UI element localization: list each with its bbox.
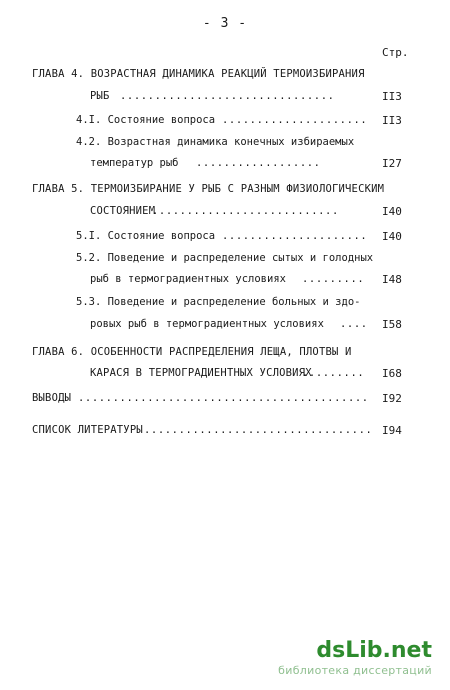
toc-chapter-4-title-cont: РЫБ [90, 90, 110, 102]
toc-dot-leader: ......... [302, 367, 365, 379]
toc-page-number: I92 [382, 392, 402, 405]
toc-dot-leader: ..................... [222, 230, 368, 242]
toc-page-number: I48 [382, 273, 402, 286]
toc-page-number: II3 [382, 114, 402, 127]
toc-page-number: I68 [382, 367, 402, 380]
toc-references: СПИСОК ЛИТЕРАТУРЫ [32, 424, 143, 436]
toc-dot-leader: .... [340, 318, 368, 330]
toc-chapter-5-title-cont: СОСТОЯНИЕМ [90, 205, 156, 217]
watermark [278, 640, 432, 677]
toc-dot-leader: ................................. [144, 424, 373, 436]
watermark-subtitle: библиотека диссертаций [278, 664, 432, 677]
toc-section-5-2: 5.2. Поведение и распределение сытых и голодных [76, 252, 374, 264]
toc-section-4-1: 4.I. Состояние вопроса [76, 114, 216, 126]
pages-column-header: Стр. [382, 46, 409, 59]
toc-section-4-2: 4.2. Возрастная динамика конечных избираемых [76, 136, 355, 148]
toc-dot-leader: ......... [302, 273, 365, 285]
toc-chapter-4-title: ГЛАВА 4. ВОЗРАСТНАЯ ДИНАМИКА РЕАКЦИЙ ТЕРМОИЗБИРАНИЯ [32, 68, 365, 80]
page-number: - 3 - [202, 16, 248, 31]
toc-page-number: I27 [382, 157, 402, 170]
toc-dot-leader: .......................................... [78, 392, 369, 404]
toc-dot-leader: ............................... [120, 90, 335, 102]
toc-dot-leader: ........................... [152, 205, 339, 217]
toc-section-5-3: 5.3. Поведение и распределение больных и здо- [76, 296, 361, 308]
toc-chapter-5-title: ГЛАВА 5. ТЕРМОИЗБИРАНИЕ У РЫБ С РАЗНЫМ ФИЗИОЛОГИЧЕСКИМ [32, 183, 385, 195]
toc-chapter-6-title: ГЛАВА 6. ОСОБЕННОСТИ РАСПРЕДЕЛЕНИЯ ЛЕЩА, ПЛОТВЫ И [32, 346, 352, 358]
toc-dot-leader: ..................... [222, 114, 368, 126]
toc-section-5-1: 5.I. Состояние вопроса [76, 230, 216, 242]
toc-section-5-3-cont: ровых рыб в термоградиентных условиях [90, 318, 324, 330]
toc-conclusions: ВЫВОДЫ [32, 392, 72, 404]
toc-section-5-2-cont: рыб в термоградиентных условиях [90, 273, 286, 285]
toc-page-number: I40 [382, 205, 402, 218]
toc-page-number: I40 [382, 230, 402, 243]
toc-page-number: I94 [382, 424, 402, 437]
toc-page-number: I58 [382, 318, 402, 331]
watermark-logo: dsLib.net [316, 638, 432, 663]
toc-dot-leader: .................. [196, 157, 321, 169]
toc-page-number: II3 [382, 90, 402, 103]
toc-section-4-2-cont: температур рыб [90, 157, 179, 169]
toc-chapter-6-title-cont: КАРАСЯ В ТЕРМОГРАДИЕНТНЫХ УСЛОВИЯХ [90, 367, 312, 379]
